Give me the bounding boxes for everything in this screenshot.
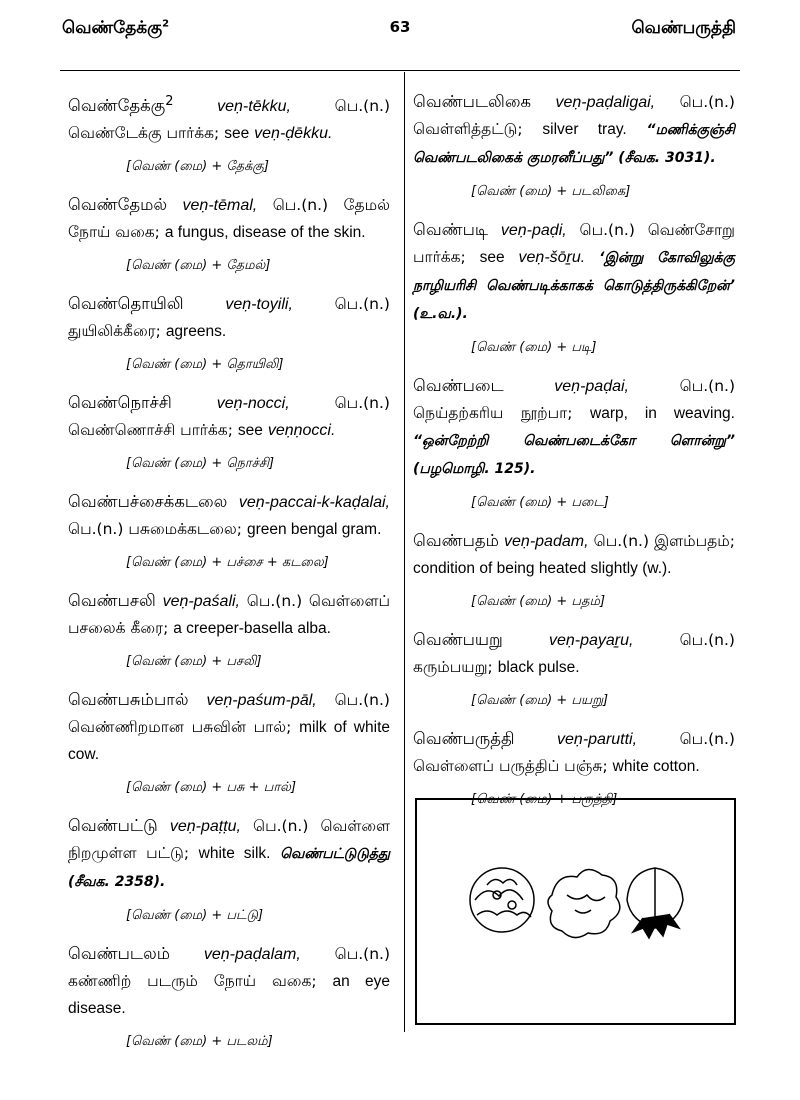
entry-etymology: [வெண் (மை) + பட்டு] <box>126 908 264 924</box>
entry-headword: வெண்தொயிலி <box>68 294 184 314</box>
entry-citation: வெண்பட்டுடுத்து (சீவக. 2358). <box>68 846 390 891</box>
entry-pos: பெ.(n.) <box>272 196 329 215</box>
entry-superscript: 2 <box>165 94 174 109</box>
entry-pos: பெ.(n.) <box>334 295 390 314</box>
entry-pos: பெ.(n.) <box>334 691 390 710</box>
entry-transliteration: veṇ-paḍai, <box>554 378 629 395</box>
entry-gloss-english: warp, in weaving. <box>590 405 735 422</box>
entry-gloss-english: a creeper-basella alba. <box>173 620 331 638</box>
entry-gloss-english: agreens. <box>165 323 227 341</box>
entry-gloss-tamil: நெய்தற்கரிய நூற்பா; <box>413 404 573 422</box>
entry-etymology: [வெண் (மை) + படி] <box>471 340 597 355</box>
entry-etymology: [வெண் (மை) + பசலி] <box>126 654 262 670</box>
entry-gloss-english: silver tray. <box>542 121 627 138</box>
entry-transliteration: veṇ-paṭṭu, <box>169 818 241 836</box>
entry-etymology: [வெண் (மை) + பசு + பால்] <box>126 780 297 796</box>
entry-gloss-english: see <box>237 422 263 440</box>
dictionary-entry <box>68 88 390 147</box>
dictionary-entry <box>68 940 390 1022</box>
entry-headword: வெண்பசும்பால் <box>68 690 189 710</box>
entry-crossref: veṇ-ḍēkku. <box>254 125 333 143</box>
dictionary-entry <box>413 527 735 582</box>
page-number: 63 <box>389 18 411 36</box>
entry-pos: பெ.(n.) <box>679 93 735 111</box>
entry-pos: பெ.(n.) <box>334 394 390 413</box>
entry-pos: பெ.(n.) <box>334 97 390 116</box>
entry-etymology: [வெண் (மை) + தேக்கு] <box>126 159 269 175</box>
entry-headword: வெண்பச்சைக்கடலை <box>68 492 228 512</box>
entry-pos: பெ.(n.) <box>679 730 735 748</box>
entry-transliteration: veṇ-tēmal, <box>182 197 258 215</box>
dictionary-entry <box>413 216 735 328</box>
entry-gloss-tamil: வெள்ளித்தட்டு; <box>413 120 523 138</box>
entry-gloss-english: see <box>224 125 250 143</box>
entry-headword: வெண்பதம் <box>413 531 499 550</box>
entry-gloss-english: condition of being heated slightly (w.). <box>413 560 672 577</box>
entry-headword: வெண்படி <box>413 220 489 239</box>
entry-etymology: [வெண் (மை) + படை] <box>471 495 609 510</box>
entry-pos: பெ.(n.) <box>679 377 735 395</box>
entry-etymology: [வெண் (மை) + பதம்] <box>471 594 606 609</box>
entry-gloss-english: black pulse. <box>497 659 580 676</box>
entry-gloss-tamil: துயிலிக்கீரை; <box>68 322 161 341</box>
entry-transliteration: veṇ-parutti, <box>557 731 638 748</box>
entry-headword: வெண்படை <box>413 376 504 395</box>
entry-etymology: [வெண் (மை) + பச்சை + கடலை] <box>126 555 329 571</box>
entry-pos: பெ.(n.) <box>253 817 309 836</box>
dictionary-entry <box>68 191 390 246</box>
entry-transliteration: veṇ-paḍalam, <box>203 946 301 964</box>
dictionary-entry <box>413 372 735 483</box>
entry-gloss-tamil: வெண்சோறு பார்க்க; <box>413 221 735 266</box>
entry-gloss-tamil: இளம்பதம்; <box>654 532 735 550</box>
entry-gloss-english: a fungus, disease of the skin. <box>164 224 366 242</box>
entry-pos: பெ.(n.) <box>68 520 124 539</box>
entry-pos: பெ.(n.) <box>246 592 303 611</box>
entry-citation: “மணிக்குஞ்சி வெண்படலிகைக் குமரனீப்பது” (சீவக. 3031). <box>413 122 735 166</box>
entry-gloss-tamil: வெள்ளைப் பருத்திப் பஞ்சு; <box>413 757 608 775</box>
entry-transliteration: veṇ-tēkku, <box>217 98 291 116</box>
entry-gloss-tamil: பசுமைக்கடலை; <box>128 520 243 539</box>
dictionary-entry <box>68 389 390 444</box>
entry-gloss-tamil: வெள்ளை நிறமுள்ள பட்டு; <box>68 817 390 863</box>
entry-etymology: [வெண் (மை) + நொச்சி] <box>126 456 275 472</box>
entry-etymology: [வெண் (மை) + தேமல்] <box>126 258 271 274</box>
entry-pos: பெ.(n.) <box>579 221 635 239</box>
entry-gloss-english: green bengal gram. <box>246 521 382 539</box>
entry-gloss-tamil: வெள்ளைப் பசலைக் கீரை; <box>68 592 390 638</box>
entry-gloss-english: an eye disease. <box>68 973 390 1018</box>
cotton-illustration-frame <box>415 798 736 1025</box>
entry-etymology: [வெண் (மை) + படலிகை] <box>471 184 631 199</box>
entry-crossref: veṇṇocci. <box>267 422 336 440</box>
entry-gloss-tamil: வெண்ணிறமான பசுவின் பால்; <box>68 718 292 737</box>
dictionary-entry <box>413 88 735 172</box>
entry-headword: வெண்படலம் <box>68 944 171 964</box>
entry-transliteration: veṇ-paccai-k-kaḍalai, <box>238 494 390 512</box>
dictionary-entry <box>68 290 390 345</box>
entry-headword: வெண்பசலி <box>68 591 156 611</box>
entry-pos: பெ.(n.) <box>679 631 735 649</box>
dictionary-entry <box>413 626 735 681</box>
entry-gloss-english: see <box>479 249 505 266</box>
entry-headword: வெண்பயறு <box>413 630 503 649</box>
entry-etymology: [வெண் (மை) + படலம்] <box>126 1034 273 1050</box>
dictionary-entry <box>413 725 735 780</box>
cotton-illustration-icon <box>417 800 734 1023</box>
entry-crossref: veṇ-šōṟu. <box>518 249 586 266</box>
entry-gloss-tamil: வெண்ணொச்சி பார்க்க; <box>68 421 233 440</box>
entry-headword: வெண்பட்டு <box>68 816 158 836</box>
entry-transliteration: veṇ-nocci, <box>216 395 290 413</box>
entry-etymology: [வெண் (மை) + தொயிலி] <box>126 357 284 373</box>
entry-etymology: [வெண் (மை) + பயறு] <box>471 693 609 708</box>
entry-citation: “ஒன்றேற்றி வெண்படைக்கோ ளொன்று” (பழமொழி. 125). <box>413 433 735 477</box>
entry-etymology: [வெண் (மை) + பருத்தி] <box>471 792 618 807</box>
entry-gloss-english: milk of white cow. <box>68 719 390 764</box>
entry-transliteration: veṇ-toyili, <box>225 296 293 314</box>
left-column <box>68 88 390 1066</box>
entry-headword: வெண்தேக்கு <box>68 96 166 116</box>
entry-transliteration: veṇ-padam, <box>504 533 589 550</box>
entry-transliteration: veṇ-paśum-pāl, <box>206 692 317 710</box>
entry-transliteration: veṇ-payaṟu, <box>548 632 634 649</box>
entry-headword: வெண்பருத்தி <box>413 729 515 748</box>
entry-headword: வெண்படலிகை <box>413 92 532 111</box>
entry-gloss-tamil: கண்ணிற் படரும் நோய் வகை; <box>68 972 317 991</box>
dictionary-entry <box>68 488 390 543</box>
right-column <box>413 88 735 824</box>
dictionary-entry <box>68 812 390 896</box>
running-head-right: வெண்பருத்தி <box>631 18 736 38</box>
entry-transliteration: veṇ-paḍi, <box>500 222 567 239</box>
dictionary-entry <box>68 686 390 768</box>
entry-transliteration: veṇ-paśali, <box>162 593 240 611</box>
dictionary-entry <box>68 587 390 642</box>
entry-transliteration: veṇ-paḍaligai, <box>555 94 656 111</box>
entry-headword: வெண்நொச்சி <box>68 393 172 413</box>
entry-pos: பெ.(n.) <box>334 945 390 964</box>
entry-gloss-tamil: வெண்டேக்கு பார்க்க; <box>68 124 220 143</box>
column-divider <box>404 72 405 1032</box>
entry-citation: ‘இன்று கோவிலுக்கு நாழியரிசி வெண்படிக்காகக் கொடுத்திருக்கிறேன்’ (உ.வ.). <box>413 250 735 322</box>
entry-gloss-english: white cotton. <box>612 758 700 775</box>
entry-gloss-tamil: கரும்பயறு; <box>413 658 493 676</box>
entry-headword: வெண்தேமல் <box>68 195 168 215</box>
entry-gloss-tamil: தேமல் நோய் வகை; <box>68 196 390 242</box>
header-rule <box>60 70 740 71</box>
entry-gloss-english: white silk. <box>198 845 271 863</box>
entry-pos: பெ.(n.) <box>593 532 649 550</box>
running-head-left: வெண்தேக்கு$^2$ <box>62 18 170 38</box>
